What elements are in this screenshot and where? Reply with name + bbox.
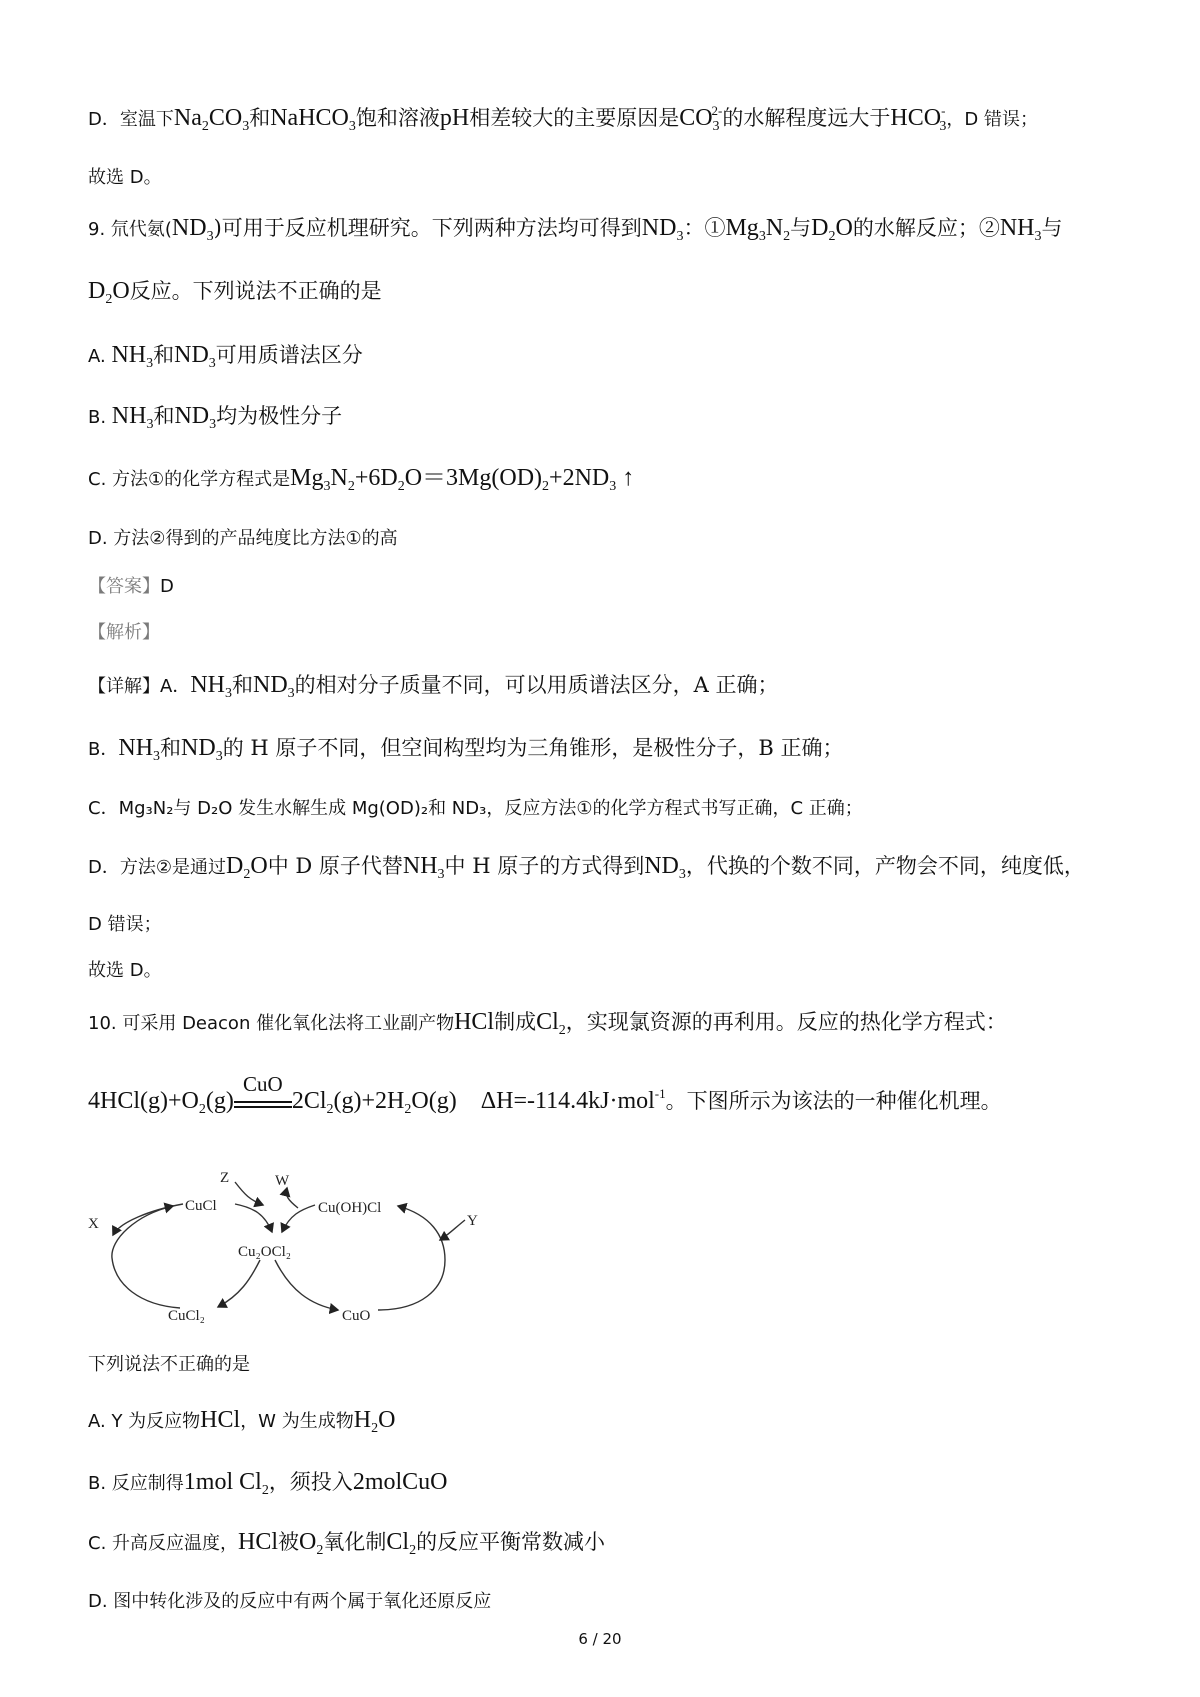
option-10b: B. 反应制得1mol $Cl_2$，须投入2molCuO xyxy=(88,1469,448,1498)
formula: $ND_3$ xyxy=(253,672,295,701)
arrow-cu2ocl2-to-cuo xyxy=(275,1260,338,1310)
label-cucl: CuCl xyxy=(185,1198,217,1214)
formula: $CO_3^{2-}$ xyxy=(679,103,723,134)
detail-c: C．Mg₃N₂与 D₂O 发生水解生成 Mg(OD)₂和 ND₃，反应方法①的化学方程式书写正确，C 正确； xyxy=(88,798,863,819)
arrow-cuo-to-cuohcl xyxy=(378,1206,445,1310)
formula: $NH_3$ xyxy=(111,342,154,371)
formula: $Mg_3N_2$ xyxy=(725,215,791,244)
arrow-cu2ocl2-to-cucl2 xyxy=(218,1260,260,1307)
text-line: 故选 D。 xyxy=(88,167,162,188)
arrow-z-in xyxy=(235,1182,263,1205)
analysis-label: 【解析】 xyxy=(88,622,160,643)
formula: $NH_3$ xyxy=(402,853,445,882)
formula: $D_2O$ xyxy=(811,215,853,244)
label-x: X xyxy=(88,1216,99,1232)
formula: $4HCl(g)+O_2(g)$ xyxy=(88,1088,234,1117)
formula: $NH_3$ xyxy=(111,403,154,432)
arrow-w-out xyxy=(286,1188,298,1208)
formula: $Mg_3N_2+6D_2O=3Mg(OD)_2+2ND_3$ ↑ xyxy=(290,465,635,494)
option-b: B. $NH_3$和$ND_3$均为极性分子 xyxy=(88,403,343,432)
formula: $O_2$ xyxy=(299,1529,324,1558)
detail-a: 【详解】A．$NH_3$和$ND_3$的相对分子质量不同，可以用质谱法区分，A 正确； xyxy=(88,672,779,701)
text-line: D．室温下$Na_2CO_3$和NaHCO$_3$饱和溶液pH相差较大的主要原因是$CO_3^{2-}$的水解程度远大于$HCO^-_3$，D 错误； xyxy=(88,103,1038,134)
label-w: W xyxy=(275,1173,290,1189)
question-9-cont: $D_2O$反应。下列说法不正确的是 xyxy=(88,278,382,307)
formula: $ND_3$ xyxy=(174,403,217,432)
label-z: Z xyxy=(220,1170,230,1186)
formula: $Na_2CO_3$ xyxy=(173,105,250,134)
deacon-equation: $4HCl(g)+O_2(g)$ CuO $2Cl_2(g)+2H_2O(g)$ ΔH=-114.4kJ·mol$^{-1}$。下图所示为该法的一种催化机理。 xyxy=(88,1072,1002,1117)
label-y: Y xyxy=(467,1213,478,1229)
arrow-cuohcl-to-cu2ocl2 xyxy=(282,1205,315,1232)
question-10-stem: 下列说法不正确的是 xyxy=(88,1354,250,1375)
answer: 【答案】D xyxy=(88,576,174,597)
detail-d-cont: D 错误； xyxy=(88,914,162,935)
page-number: 6 / 20 xyxy=(578,1630,622,1648)
detail-b: B．$NH_3$和$ND_3$的 H 原子不同，但空间构型均为三角锥形，是极性分子，B 正确； xyxy=(88,735,844,764)
equals-catalyst: CuO xyxy=(234,1091,292,1108)
formula: $2Cl_2(g)+2H_2O(g)$ ΔH=-114.4kJ·mol$^{-1}$ xyxy=(291,1086,666,1117)
arrow-cucl-to-x xyxy=(113,1204,183,1235)
question-10: 10. 可采用 Deacon 催化氧化法将工业副产物HCl制成$Cl_2$，实现氯资源的再利用。反应的热化学方程式： xyxy=(88,1009,1007,1038)
formula: $D_2O$ xyxy=(226,853,268,882)
formula: 1mol $Cl_2$ xyxy=(183,1469,269,1498)
option-a: A. $NH_3$和$ND_3$可用质谱法区分 xyxy=(88,342,363,371)
label-cu2ocl2: Cu₂OCl₂ xyxy=(238,1244,291,1260)
formula: $ND_3$ xyxy=(641,215,684,244)
option-10a: A. Y 为反应物HCl，W 为生成物$H_2O$ xyxy=(88,1407,396,1436)
formula: NaHCO$_3$ xyxy=(270,105,356,134)
formula: $H_2O$ xyxy=(353,1407,396,1436)
option-10c: C. 升高反应温度，HCl被$O_2$氧化制$Cl_2$的反应平衡常数减小 xyxy=(88,1529,606,1558)
question-9: 9. 氘代氨$(ND_3)$可用于反应机理研究。下列两种方法均可得到$ND_3$：$①Mg_3N_2$与$D_2O$的水解反应；$②NH_3$与 xyxy=(88,215,1063,244)
formula: $Cl_2$ xyxy=(386,1529,417,1558)
formula: $ND_3$ xyxy=(181,735,223,764)
formula: $HCO^-_3$ xyxy=(890,103,947,134)
formula: $ND_3$ xyxy=(174,342,216,371)
arrow-cucl-to-cu2ocl2 xyxy=(235,1204,272,1232)
catalysis-mechanism-diagram xyxy=(80,1160,540,1330)
formula: $Cl_2$ xyxy=(536,1009,566,1038)
label-cuo: CuO xyxy=(342,1308,371,1324)
formula: $NH_3$ xyxy=(190,672,232,701)
formula: $ND_3$ xyxy=(171,215,214,244)
label-cucl2: CuCl₂ xyxy=(168,1308,205,1324)
label-cuohcl: Cu(OH)Cl xyxy=(318,1200,382,1216)
option-d: D. 方法②得到的产品纯度比方法①的高 xyxy=(88,528,398,549)
formula: $ND_3$ xyxy=(644,853,686,882)
option-10d: D. 图中转化涉及的反应中有两个属于氧化还原反应 xyxy=(88,1591,492,1612)
formula: $NH_3$ xyxy=(999,215,1042,244)
formula: $NH_3$ xyxy=(118,735,161,764)
arrow-cucl2-to-cucl xyxy=(112,1206,180,1308)
arrow-y-in xyxy=(440,1220,465,1240)
option-c: C. 方法①的化学方程式是$Mg_3N_2+6D_2O=3Mg(OD)_2+2ND_3$ ↑ xyxy=(88,465,635,494)
detail-d: D．方法②是通过$D_2O$中 D 原子代替$NH_3$中 H 原子的方式得到$ND_3$，代换的个数不同，产物会不同，纯度低， xyxy=(88,853,1085,882)
formula: $D_2O$ xyxy=(88,278,130,307)
conclusion: 故选 D。 xyxy=(88,960,162,981)
